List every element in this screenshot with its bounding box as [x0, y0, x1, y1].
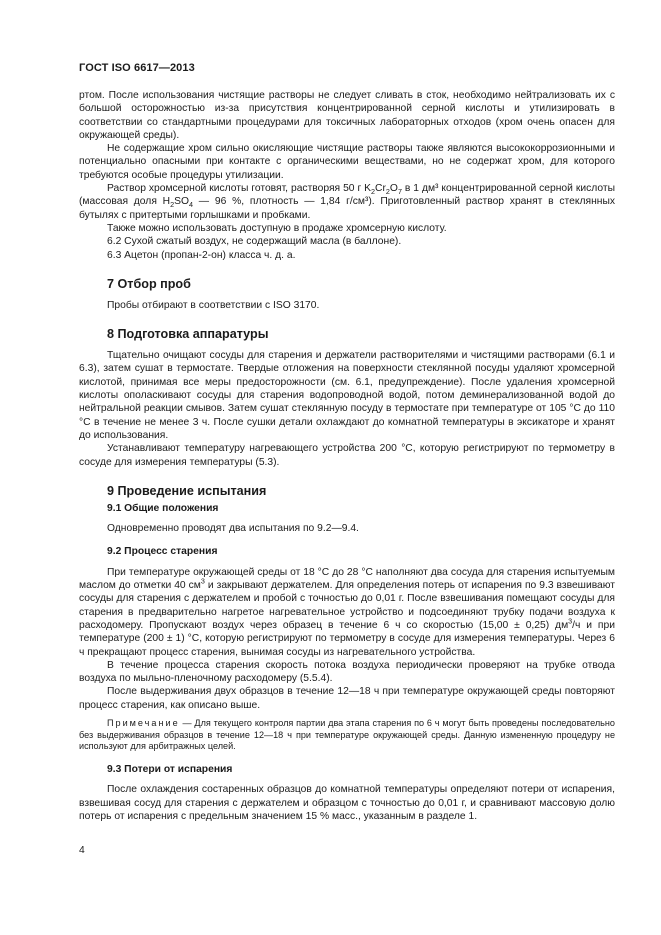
section-9-title: 9 Проведение испытания — [107, 483, 267, 498]
running-header: ГОСТ ISO 6617—2013 — [79, 62, 195, 74]
paragraph-continuation: ртом. После использования чистящие растворы не следует сливать в сток, необходимо нейтрализовать их с большой осторожностью из-за присутствия концентрированной серной кислоты и утилизировать в соответствии со стандартными процедурами для токсичных лабораторных отходов (хром очень опасен для окружающей среды). — [79, 90, 615, 141]
subsection-9-2-title: 9.2 Процесс старения — [107, 546, 218, 558]
subsection-9-1-title: 9.1 Общие положения — [107, 502, 219, 514]
subsection-9-2-paragraph-2: В течение процесса старения скорость потока воздуха периодически проверяют на трубке отвода воздуха по мыльно-пленочному расходомеру (5.5.4). — [79, 659, 615, 685]
item-6-2: 6.2 Сухой сжатый воздух, не содержащий масла (в баллоне). — [107, 236, 402, 248]
paragraph-chrome-free: Не содержащие хром сильно окисляющие чистящие растворы также являются высококоррозионными и потенциально опасными при контакте с органическими веществами, но не содержат хром, для которого требуются особые процедуры утилизации. — [79, 143, 615, 181]
note-label: Примечание — [107, 717, 180, 728]
page-body — [79, 89, 615, 823]
subsection-9-3-title: 9.3 Потери от испарения — [107, 764, 233, 776]
page-number: 4 — [79, 845, 85, 856]
subsection-9-2-paragraph-3: После выдерживания двух образцов в течение 12—18 ч при температуре окружающей среды повторяют процесс старения, как описано выше. — [79, 686, 615, 711]
paragraph-chromic-acid: Раствор хромсерной кислоты готовят, растворяя 50 г $K_2Cr_2O_7$ в 1 дм³ концентрированной серной кислоты (массовая доля $H_2SO_4$ — 96 %, плотность — 1,84 г/см³). Приготовленный раствор хранят в стеклянных бутылях с притертыми горлышками и пробками. — [79, 183, 615, 221]
section-7-text: Пробы отбирают в соответствии с ISO 3170. — [107, 299, 320, 311]
section-8-title: 8 Подготовка аппаратуры — [107, 327, 269, 342]
paragraph-commercial-acid: Также можно использовать доступную в продаже хромсерную кислоту. — [107, 222, 447, 234]
item-6-3: 6.3 Ацетон (пропан-2-он) класса ч. д. а. — [107, 249, 296, 261]
subsection-9-1-text: Одновременно проводят два испытания по 9.2—9.4. — [107, 523, 359, 535]
subsection-9-2-paragraph-1: При температуре окружающей среды от 18 °C до 28 °C наполняют два сосуда для старения испытуемым маслом до отметки 40 $см^3$ и закрывают держателем. Для определения потерь от испарения по 9.3 взвешивают сосуды для старения с держателем и пробой с точностью до 0,01 г. После взвешивания помещают сосуды для старения в предварительно нагретое нагревательное устройство и подсоединяют трубку подачи воздуха к расходомеру. Пропускают воздух через образец в течение 6 ч со скоростью (15,00 ± 0,25) $дм^3/ч$ и при температуре (200 ± 1) °C, которую регистрируют по термометру в сосуде для измерения температуры. Через 6 ч прекращают процесс старения, вынимая сосуды из нагревательного устройства. — [79, 566, 615, 658]
note — [79, 718, 615, 753]
section-8-paragraph-2: Устанавливают температуру нагревающего устройства 200 °C, которую регистрируют по термометру в сосуде для измерения температуры (5.3). — [79, 443, 615, 468]
note-text: — Для текущего контроля партии два этапа старения по 6 ч могут быть проведены последовательно без выдерживания образцов в течение 12—18 ч при температуре окружающей среды. Данную измененную процедуру не используют для арбитражных целей. — [79, 717, 615, 752]
subsection-9-3-text: После охлаждения состаренных образцов до комнатной температуры определяют потери от испарения, взвешивая сосуд для старения с держателем и образцом с точностью до 0,01 г, и сравнивают массовую долю потерь от испарения с предельным значением 15 % масс., указанным в разделе 1. — [79, 784, 615, 822]
section-7-title: 7 Отбор проб — [107, 276, 191, 291]
section-8-paragraph-1: Тщательно очищают сосуды для старения и держатели растворителями и чистящими растворами (6.1 и 6.3), затем сушат в термостате. Твердые отложения на поверхности стеклянной посуды удаляют хромсерной кислотой, принимая все меры предосторожности (см. 6.1, предупреждение). После удаления хромсерной кислоты ополаскивают сосуды для старения водопроводной водой, потом деминерализованной водой до нейтральной реакции смывов. Затем сушат стеклянную посуду в термостате при температуре от 105 °C до 110 °C в течение не менее 3 ч. После сушки детали охлаждают до комнатной температуры в эксикаторе и хранят до использования. — [79, 350, 615, 441]
